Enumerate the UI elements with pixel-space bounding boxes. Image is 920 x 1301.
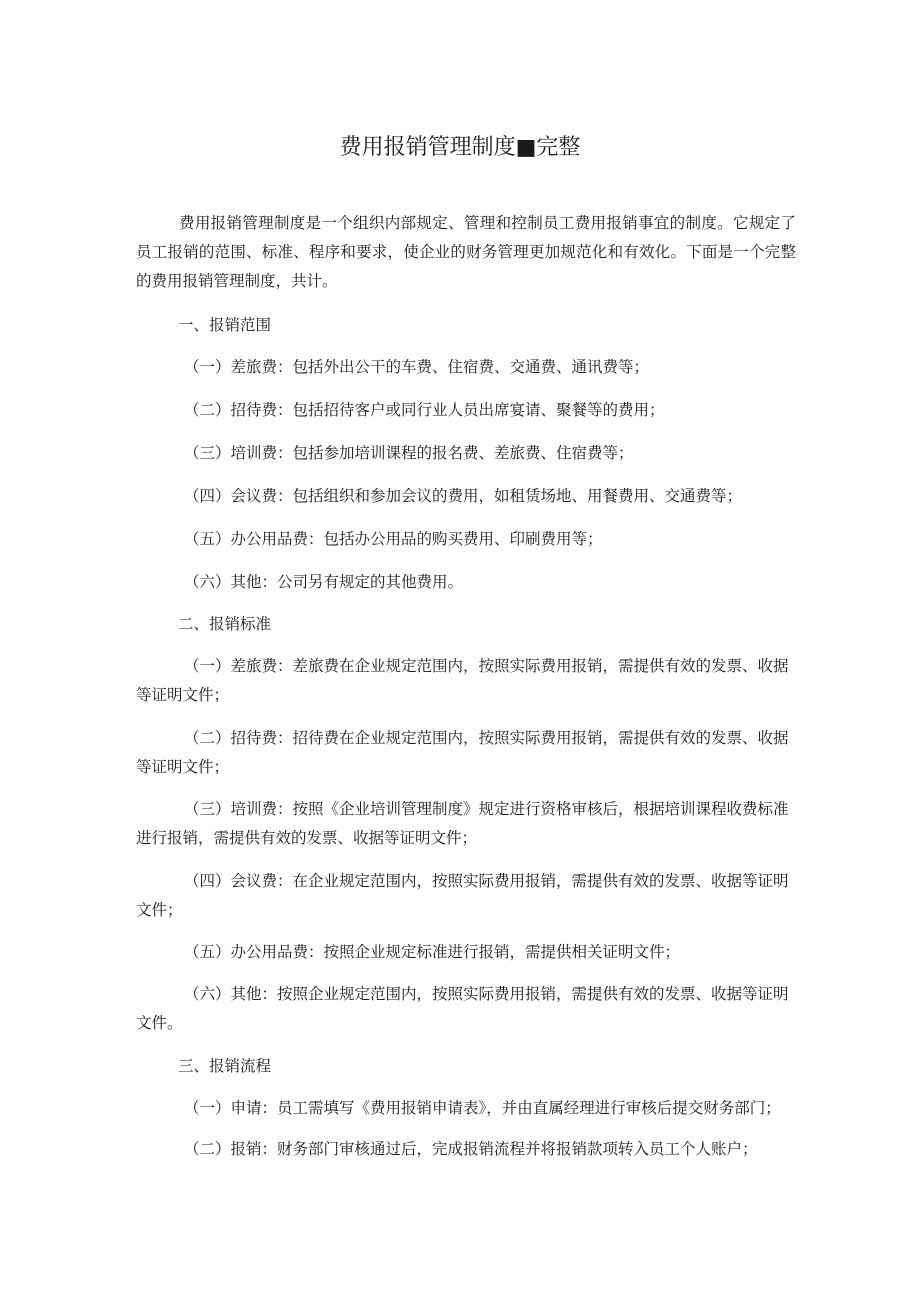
section-heading-standards: 二、报销标准 bbox=[178, 615, 272, 633]
scope-item-training: （三）培训费：包括参加培训课程的报名费、差旅费、住宿费等； bbox=[184, 444, 634, 462]
standard-item-training: （三）培训费：按照《企业培训管理制度》规定进行资格审核后，根据培训课程收费标准进行报销，需提供有效的发票、收据等证明文件； bbox=[136, 800, 789, 847]
intro-paragraph: 费用报销管理制度是一个组织内部规定、管理和控制员工费用报销事宜的制度。它规定了员工报销的范围、标准、程序和要求，使企业的财务管理更加规范化和有效化。下面是一个完整的费用报销管理制度，共计。 bbox=[136, 214, 796, 290]
standard-item-meeting: （四）会议费：在企业规定范围内，按照实际费用报销，需提供有效的发票、收据等证明文件； bbox=[136, 872, 789, 919]
scope-item-other: （六）其他：公司另有规定的其他费用。 bbox=[184, 573, 464, 591]
section-heading-process: 三、报销流程 bbox=[178, 1057, 272, 1075]
standard-item-entertainment: （二）招待费：招待费在企业规定范围内，按照实际费用报销，需提供有效的发票、收据等证明文件； bbox=[136, 729, 789, 776]
section-heading-scope: 一、报销范围 bbox=[178, 316, 272, 334]
standard-item-travel: （一）差旅费：差旅费在企业规定范围内，按照实际费用报销，需提供有效的发票、收据等证明文件； bbox=[136, 657, 789, 704]
standard-item-office-supplies: （五）办公用品费：按照企业规定标准进行报销，需提供相关证明文件； bbox=[184, 943, 681, 961]
scope-item-travel: （一）差旅费：包括外出公干的车费、住宿费、交通费、通讯费等； bbox=[184, 358, 650, 376]
scope-item-meeting: （四）会议费：包括组织和参加会议的费用，如租赁场地、用餐费用、交通费等； bbox=[184, 487, 743, 505]
process-item-reimburse: （二）报销：财务部门审核通过后，完成报销流程并将报销款项转入员工个人账户； bbox=[184, 1140, 758, 1158]
process-item-apply: （一）申请：员工需填写《费用报销申请表》，并由直属经理进行审核后提交财务部门； bbox=[184, 1099, 781, 1117]
scope-item-office-supplies: （五）办公用品费：包括办公用品的购买费用、印刷费用等； bbox=[184, 530, 603, 548]
scope-item-entertainment: （二）招待费：包括招待客户或同行业人员出席宴请、聚餐等的费用； bbox=[184, 401, 665, 419]
document-title: 费用报销管理制度■完整 bbox=[339, 135, 581, 160]
standard-item-other: （六）其他：按照企业规定范围内，按照实际费用报销，需提供有效的发票、收据等证明文件。 bbox=[136, 985, 789, 1032]
